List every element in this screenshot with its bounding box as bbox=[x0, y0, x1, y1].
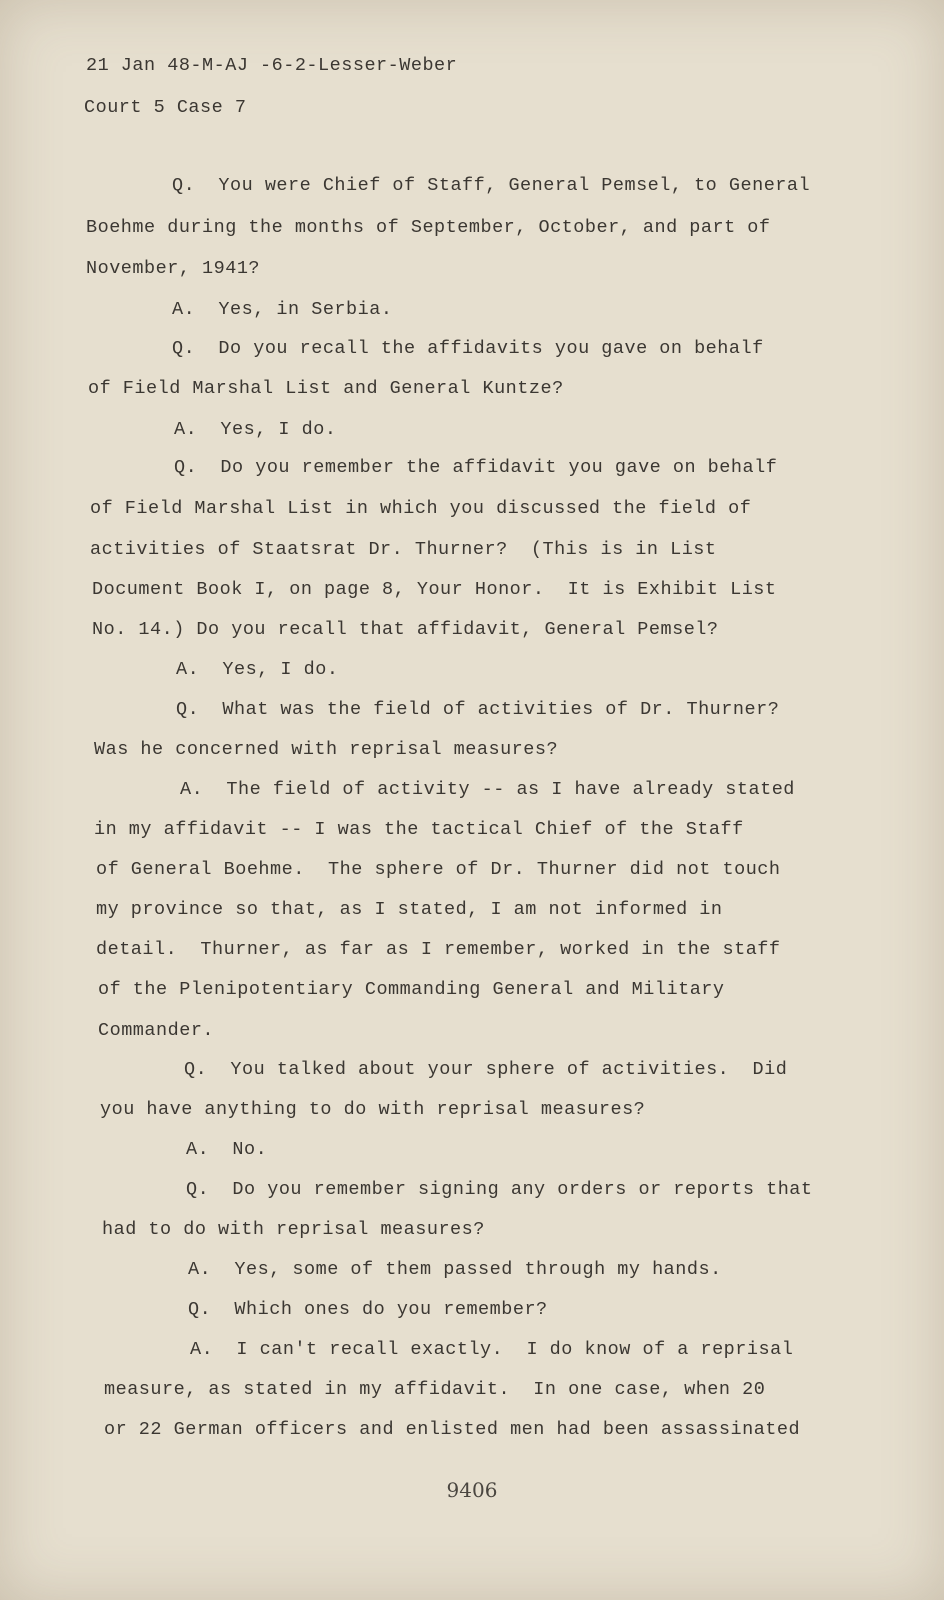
text-line: you have anything to do with reprisal measures? bbox=[100, 1099, 646, 1120]
text-line: A. The field of activity -- as I have already stated bbox=[180, 779, 795, 800]
text-line: A. Yes, I do. bbox=[174, 419, 337, 440]
text-line: Document Book I, on page 8, Your Honor. It is Exhibit List bbox=[92, 579, 777, 600]
text-line: November, 1941? bbox=[86, 258, 261, 279]
header-line-2: Court 5 Case 7 bbox=[84, 97, 247, 118]
text-line: detail. Thurner, as far as I remember, worked in the staff bbox=[96, 939, 781, 960]
text-line: A. Yes, in Serbia. bbox=[172, 299, 393, 320]
text-line: A. I can't recall exactly. I do know of a reprisal bbox=[190, 1339, 794, 1360]
text-line: Q. What was the field of activities of Dr. Thurner? bbox=[176, 699, 780, 720]
text-line: Q. Which ones do you remember? bbox=[188, 1299, 548, 1320]
text-line: Q. You talked about your sphere of activities. Did bbox=[184, 1059, 788, 1080]
text-line: of Field Marshal List and General Kuntze? bbox=[88, 378, 564, 399]
text-line: A. Yes, I do. bbox=[176, 659, 339, 680]
text-line: Boehme during the months of September, October, and part of bbox=[86, 217, 771, 238]
text-line: Q. Do you recall the affidavits you gave on behalf bbox=[172, 338, 764, 359]
text-line: Was he concerned with reprisal measures? bbox=[94, 739, 559, 760]
text-line: No. 14.) Do you recall that affidavit, General Pemsel? bbox=[92, 619, 719, 640]
text-line: my province so that, as I stated, I am not informed in bbox=[96, 899, 723, 920]
text-line: of Field Marshal List in which you discussed the field of bbox=[90, 498, 752, 519]
text-line: of the Plenipotentiary Commanding General and Military bbox=[98, 979, 725, 1000]
text-line: A. No. bbox=[186, 1139, 268, 1160]
text-line: Q. Do you remember signing any orders or reports that bbox=[186, 1179, 813, 1200]
text-line: activities of Staatsrat Dr. Thurner? (This is in List bbox=[90, 539, 717, 560]
text-line: of General Boehme. The sphere of Dr. Thurner did not touch bbox=[96, 859, 781, 880]
text-line: Q. Do you remember the affidavit you gave on behalf bbox=[174, 457, 778, 478]
header-line-1: 21 Jan 48-M-AJ -6-2-Lesser-Weber bbox=[86, 55, 458, 76]
page-number: 9406 bbox=[446, 1478, 498, 1502]
text-line: in my affidavit -- I was the tactical Chief of the Staff bbox=[94, 819, 744, 840]
text-line: A. Yes, some of them passed through my hands. bbox=[188, 1259, 722, 1280]
text-line: measure, as stated in my affidavit. In one case, when 20 bbox=[104, 1379, 766, 1400]
text-line: had to do with reprisal measures? bbox=[102, 1219, 485, 1240]
text-line: or 22 German officers and enlisted men had been assassinated bbox=[104, 1419, 801, 1440]
text-line: Commander. bbox=[98, 1020, 215, 1041]
text-line: Q. You were Chief of Staff, General Pemsel, to General bbox=[172, 175, 811, 196]
